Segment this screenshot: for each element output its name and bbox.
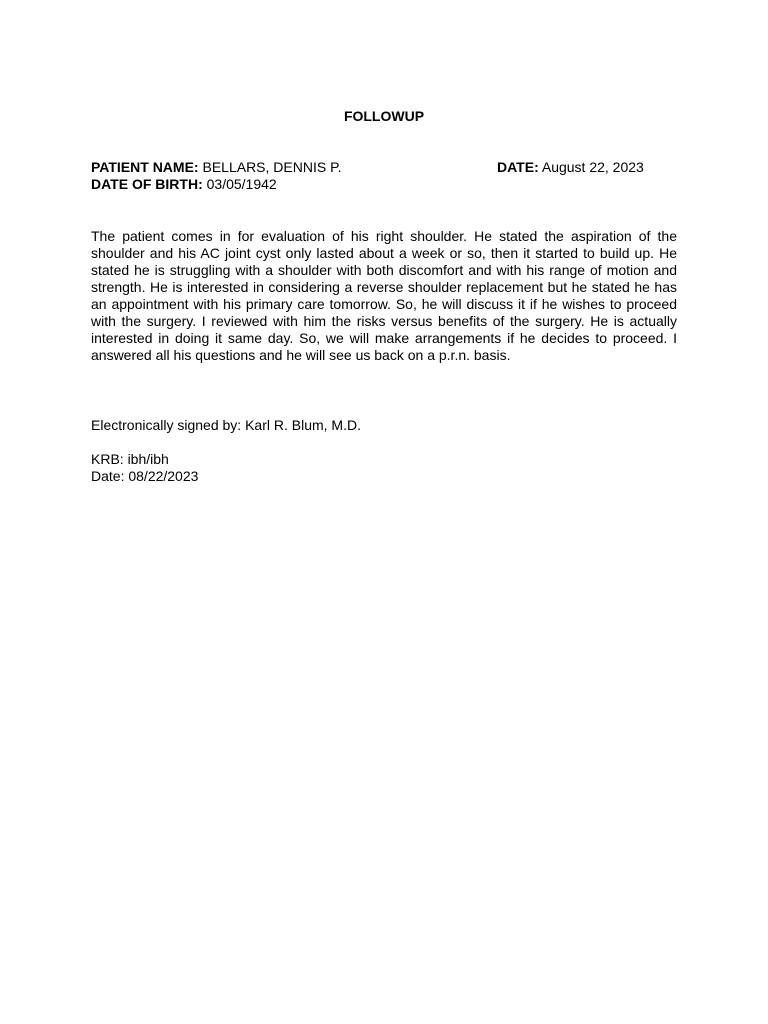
transcription-footer [91, 451, 198, 485]
patient-name-value: BELLARS, DENNIS P. [202, 159, 342, 175]
electronic-signature: Electronically signed by: Karl R. Blum, M.D. [91, 417, 361, 433]
clinical-note-body: The patient comes in for evaluation of his right shoulder. He stated the aspiration of the shoulder and his AC joint cyst only lasted about a week or so, then it started to build up. He stated he is struggling with a shoulder with both discomfort and with his range of motion and strength. He is interested in considering a reverse shoulder replacement but he stated he has an appointment with his primary care tomorrow. So, he will discuss it if he wishes to proceed with the surgery. I reviewed with him the risks versus benefits of the surgery. He is actually interested in doing it same day. So, we will make arrangements if he decides to proceed. I answered all his questions and he will see us back on a p.r.n. basis. [91, 228, 677, 363]
visit-date [497, 159, 644, 176]
date-value: August 22, 2023 [541, 159, 644, 175]
patient-header [91, 159, 651, 193]
document-title: FOLLOWUP [343, 108, 425, 124]
dob-row [91, 176, 651, 193]
date-label: DATE: [497, 159, 539, 175]
transcription-date: Date: 08/22/2023 [91, 468, 199, 484]
transcription-initials: KRB: ibh/ibh [91, 451, 169, 467]
dob-value: 03/05/1942 [206, 176, 277, 192]
patient-name-row [91, 159, 651, 176]
dob-label: DATE OF BIRTH: [91, 176, 203, 192]
patient-name-label: PATIENT NAME: [91, 159, 199, 175]
